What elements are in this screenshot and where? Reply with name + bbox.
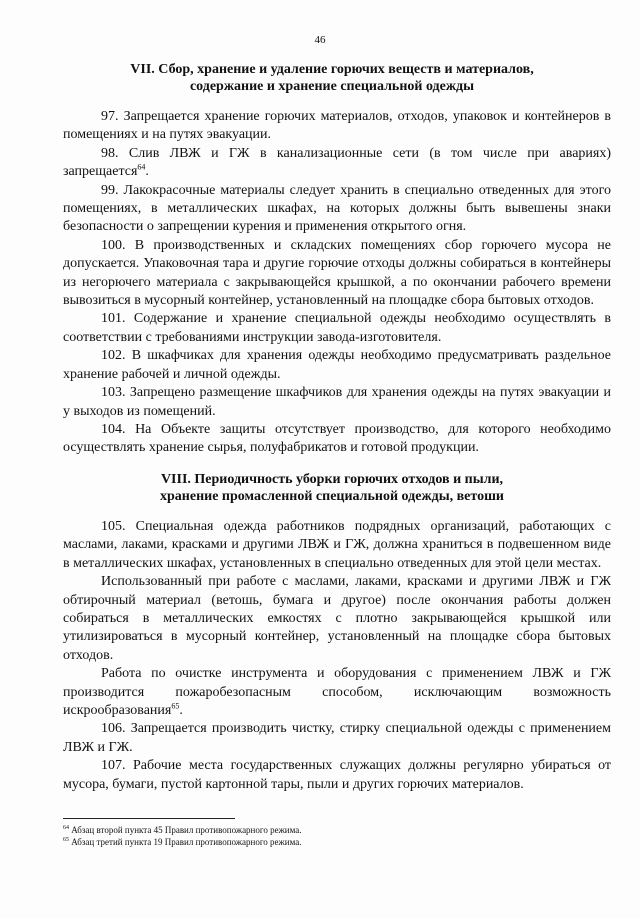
paragraph-102	[63, 347, 611, 384]
paragraph-103	[63, 384, 611, 421]
paragraph-text: 106. Запрещается производить чистку, стирку специальной одежды с применением ЛВЖ и ГЖ.	[63, 721, 611, 755]
footnote-65	[63, 836, 603, 848]
paragraph-text: 99. Лакокрасочные материалы следует хранить в специально отведенных для этого помещениях, в металлических шкафах, на которых должны быть вывешены знаки безопасности о запрещении курения и применения открытого огня.	[63, 182, 611, 235]
section-8-heading	[62, 471, 602, 505]
footnote-mark: 64	[63, 825, 69, 831]
footnote-64	[63, 824, 603, 836]
page-number: 46	[314, 34, 326, 46]
paragraph-107	[63, 757, 611, 794]
footnotes	[63, 824, 603, 848]
paragraph-tool-cleaning: Работа по очистке инструмента и оборудования с применением ЛВЖ и ГЖ производится пожаробезопасным способом, исключающим возможность искрообразования$^{65}$.	[63, 666, 611, 719]
section-7-body	[63, 108, 611, 458]
paragraph-98: 98. Слив ЛВЖ и ГЖ в канализационные сети (в том числе при авариях) запрещается$^{64}$.	[63, 145, 611, 180]
section-8-title-line-2: хранение промасленной специальной одежды, ветоши	[160, 489, 504, 504]
paragraph-text: 101. Содержание и хранение специальной одежды необходимо осуществлять в соответствии с требованиями инструкции завода-изготовителя.	[63, 311, 611, 345]
footnote-text: Абзац третий пункта 19 Правил противопожарного режима.	[69, 837, 302, 847]
paragraph-99	[63, 182, 611, 237]
footnote-separator	[63, 818, 235, 819]
section-8-title-line-1: VIII. Периодичность уборки горючих отходов и пыли,	[160, 472, 504, 487]
section-7-heading	[62, 61, 602, 95]
paragraph-101	[63, 310, 611, 347]
paragraph-105	[63, 518, 611, 573]
paragraph-106	[63, 720, 611, 757]
paragraph-text: 98. Слив ЛВЖ и ГЖ в канализационные сети (в том числе при авариях) запрещается	[63, 145, 611, 180]
paragraph-text: 104. На Объекте защиты отсутствует производство, для которого необходимо осуществлять хранение сырья, полуфабрикатов и готовой продукции.	[63, 421, 611, 456]
footnote-ref-65: 65	[171, 701, 180, 711]
paragraph-104	[63, 421, 611, 458]
paragraph-text: 103. Запрещено размещение шкафчиков для хранения одежды на путях эвакуации и у выходов из помещений.	[63, 385, 611, 419]
paragraph-text: Использованный при работе с маслами, лаками, красками и другими ЛВЖ и ГЖ обтирочный материал (ветошь, бумага и другое) после окончания работы должен собираться в металлических емкостях с плотно закрывающейся крышкой или утилизироваться в мусорный контейнер, установленный на площадке сбора бытовых отходов.	[63, 574, 611, 663]
section-8-body	[63, 518, 611, 794]
paragraph-used-material	[63, 573, 611, 665]
paragraph-100	[63, 237, 611, 311]
paragraph-text: Работа по очистке инструмента и оборудования с применением ЛВЖ и ГЖ производится пожаробезопасным способом, исключающим возможность искрообразования	[63, 666, 611, 719]
paragraph-text: 97. Запрещается хранение горючих материалов, отходов, упаковок и контейнеров в помещениях и на путях эвакуации.	[63, 109, 611, 143]
paragraph-text: 102. В шкафчиках для хранения одежды необходимо предусматривать раздельное хранение рабочей и личной одежды.	[63, 348, 611, 382]
paragraph-97	[63, 108, 611, 145]
paragraph-text: 100. В производственных и складских помещениях сбор горючего мусора не допускается. Упаковочная тара и другие горючие отходы должны собираться в контейнеры из негорючего материала с закрывающейся крышкой, а по окончании рабочего времени вывозиться в мусорный контейнер, установленный на площадке сбора бытовых отходов.	[63, 237, 611, 309]
footnote-mark: 65	[63, 837, 69, 843]
section-7-title-line-2: содержание и хранение специальной одежды	[189, 79, 475, 94]
footnote-text: Абзац второй пункта 45 Правил противопожарного режима.	[69, 825, 302, 835]
section-7-title-line-1: VII. Сбор, хранение и удаление горючих веществ и материалов,	[130, 62, 534, 77]
paragraph-text: 105. Специальная одежда работников подрядных организаций, работающих с маслами, лаками, красками и другими ЛВЖ и ГЖ, должна храниться в подвешенном виде в металлических шкафах, установленных в специально отведенных для этой цели местах.	[63, 519, 611, 571]
footnote-ref-64: 64	[137, 162, 146, 172]
paragraph-text: 107. Рабочие места государственных служащих должны регулярно убираться от мусора, бумаги, пустой картонной тары, пыли и других горючих материалов.	[63, 758, 611, 792]
